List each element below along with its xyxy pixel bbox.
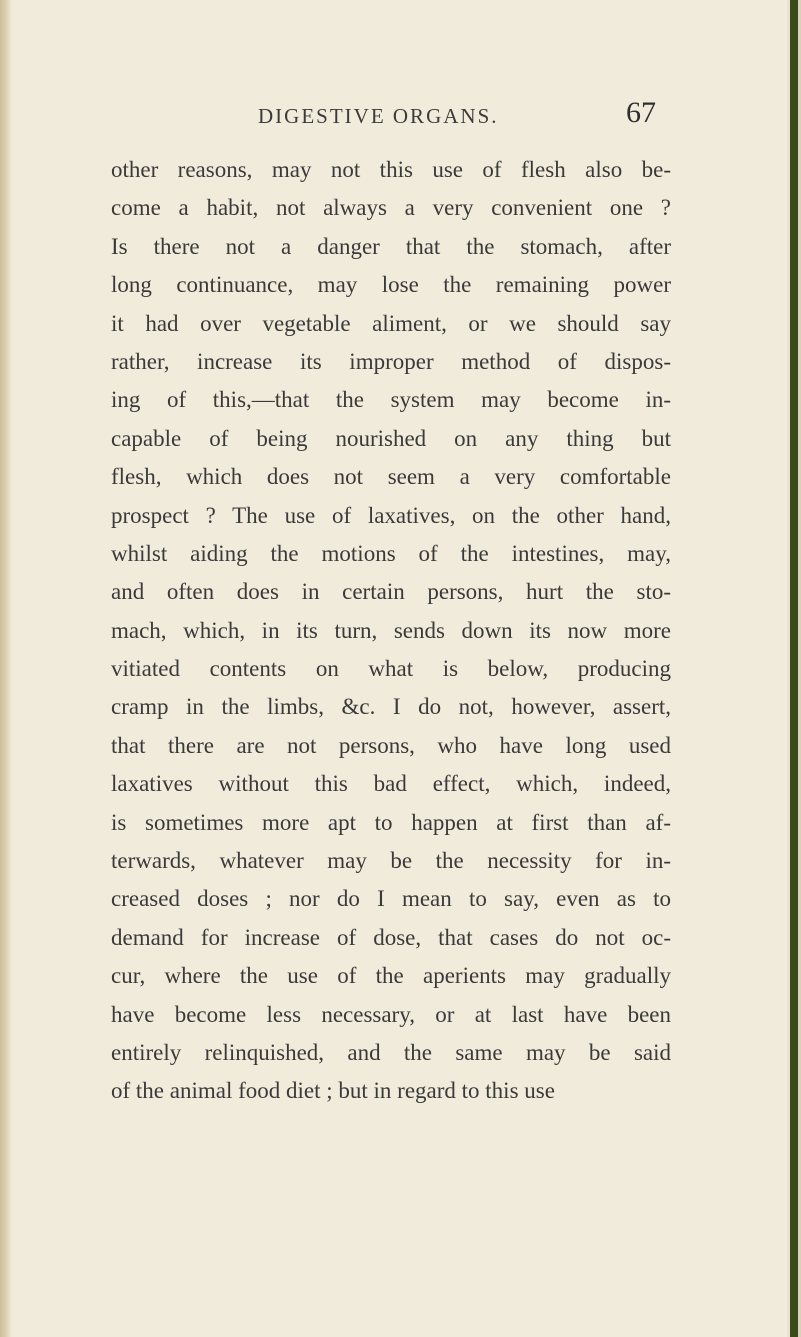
text-line: of the animal food diet ; but in regard to this use xyxy=(111,1078,555,1104)
text-line: long continuance, may lose the remaining power xyxy=(111,272,671,298)
text-line: vitiated contents on what is below, producing xyxy=(111,656,671,682)
page-header xyxy=(0,96,801,136)
running-head: DIGESTIVE ORGANS. xyxy=(258,104,499,128)
page-number: 67 xyxy=(626,96,656,129)
text-line: prospect ? The use of laxatives, on the other hand, xyxy=(111,502,671,528)
text-line: that there are not persons, who have long used xyxy=(111,732,671,758)
text-line: mach, which, in its turn, sends down its now more xyxy=(111,617,671,643)
text-line: is sometimes more apt to happen at first than af- xyxy=(111,809,671,835)
fore-edge-strip xyxy=(790,0,798,1337)
text-line: cur, where the use of the aperients may gradually xyxy=(111,963,671,989)
text-line: cramp in the limbs, &c. I do not, however, assert, xyxy=(111,694,671,720)
text-line: and often does in certain persons, hurt the sto- xyxy=(111,579,671,605)
text-line: have become less necessary, or at last have been xyxy=(111,1001,671,1027)
text-line: capable of being nourished on any thing but xyxy=(111,425,671,451)
text-line: creased doses ; nor do I mean to say, even as to xyxy=(111,886,671,912)
text-line: ing of this,—that the system may become in- xyxy=(111,387,671,413)
text-line: it had over vegetable aliment, or we should say xyxy=(111,310,671,336)
text-line: flesh, which does not seem a very comfortable xyxy=(111,464,671,490)
text-line: demand for increase of dose, that cases do not oc- xyxy=(111,924,671,950)
page-gutter xyxy=(0,0,12,1337)
text-line: other reasons, may not this use of flesh also be- xyxy=(111,157,671,182)
text-line: rather, increase its improper method of dispos- xyxy=(111,348,671,374)
text-line: terwards, whatever may be the necessity for in- xyxy=(111,848,671,874)
text-line: come a habit, not always a very convenient one ? xyxy=(111,195,671,221)
text-line: entirely relinquished, and the same may be said xyxy=(111,1039,671,1065)
body-text xyxy=(111,151,671,1111)
text-line: Is there not a danger that the stomach, after xyxy=(111,233,671,259)
text-line: laxatives without this bad effect, which, indeed, xyxy=(111,771,671,797)
text-line: whilst aiding the motions of the intestines, may, xyxy=(111,540,671,566)
